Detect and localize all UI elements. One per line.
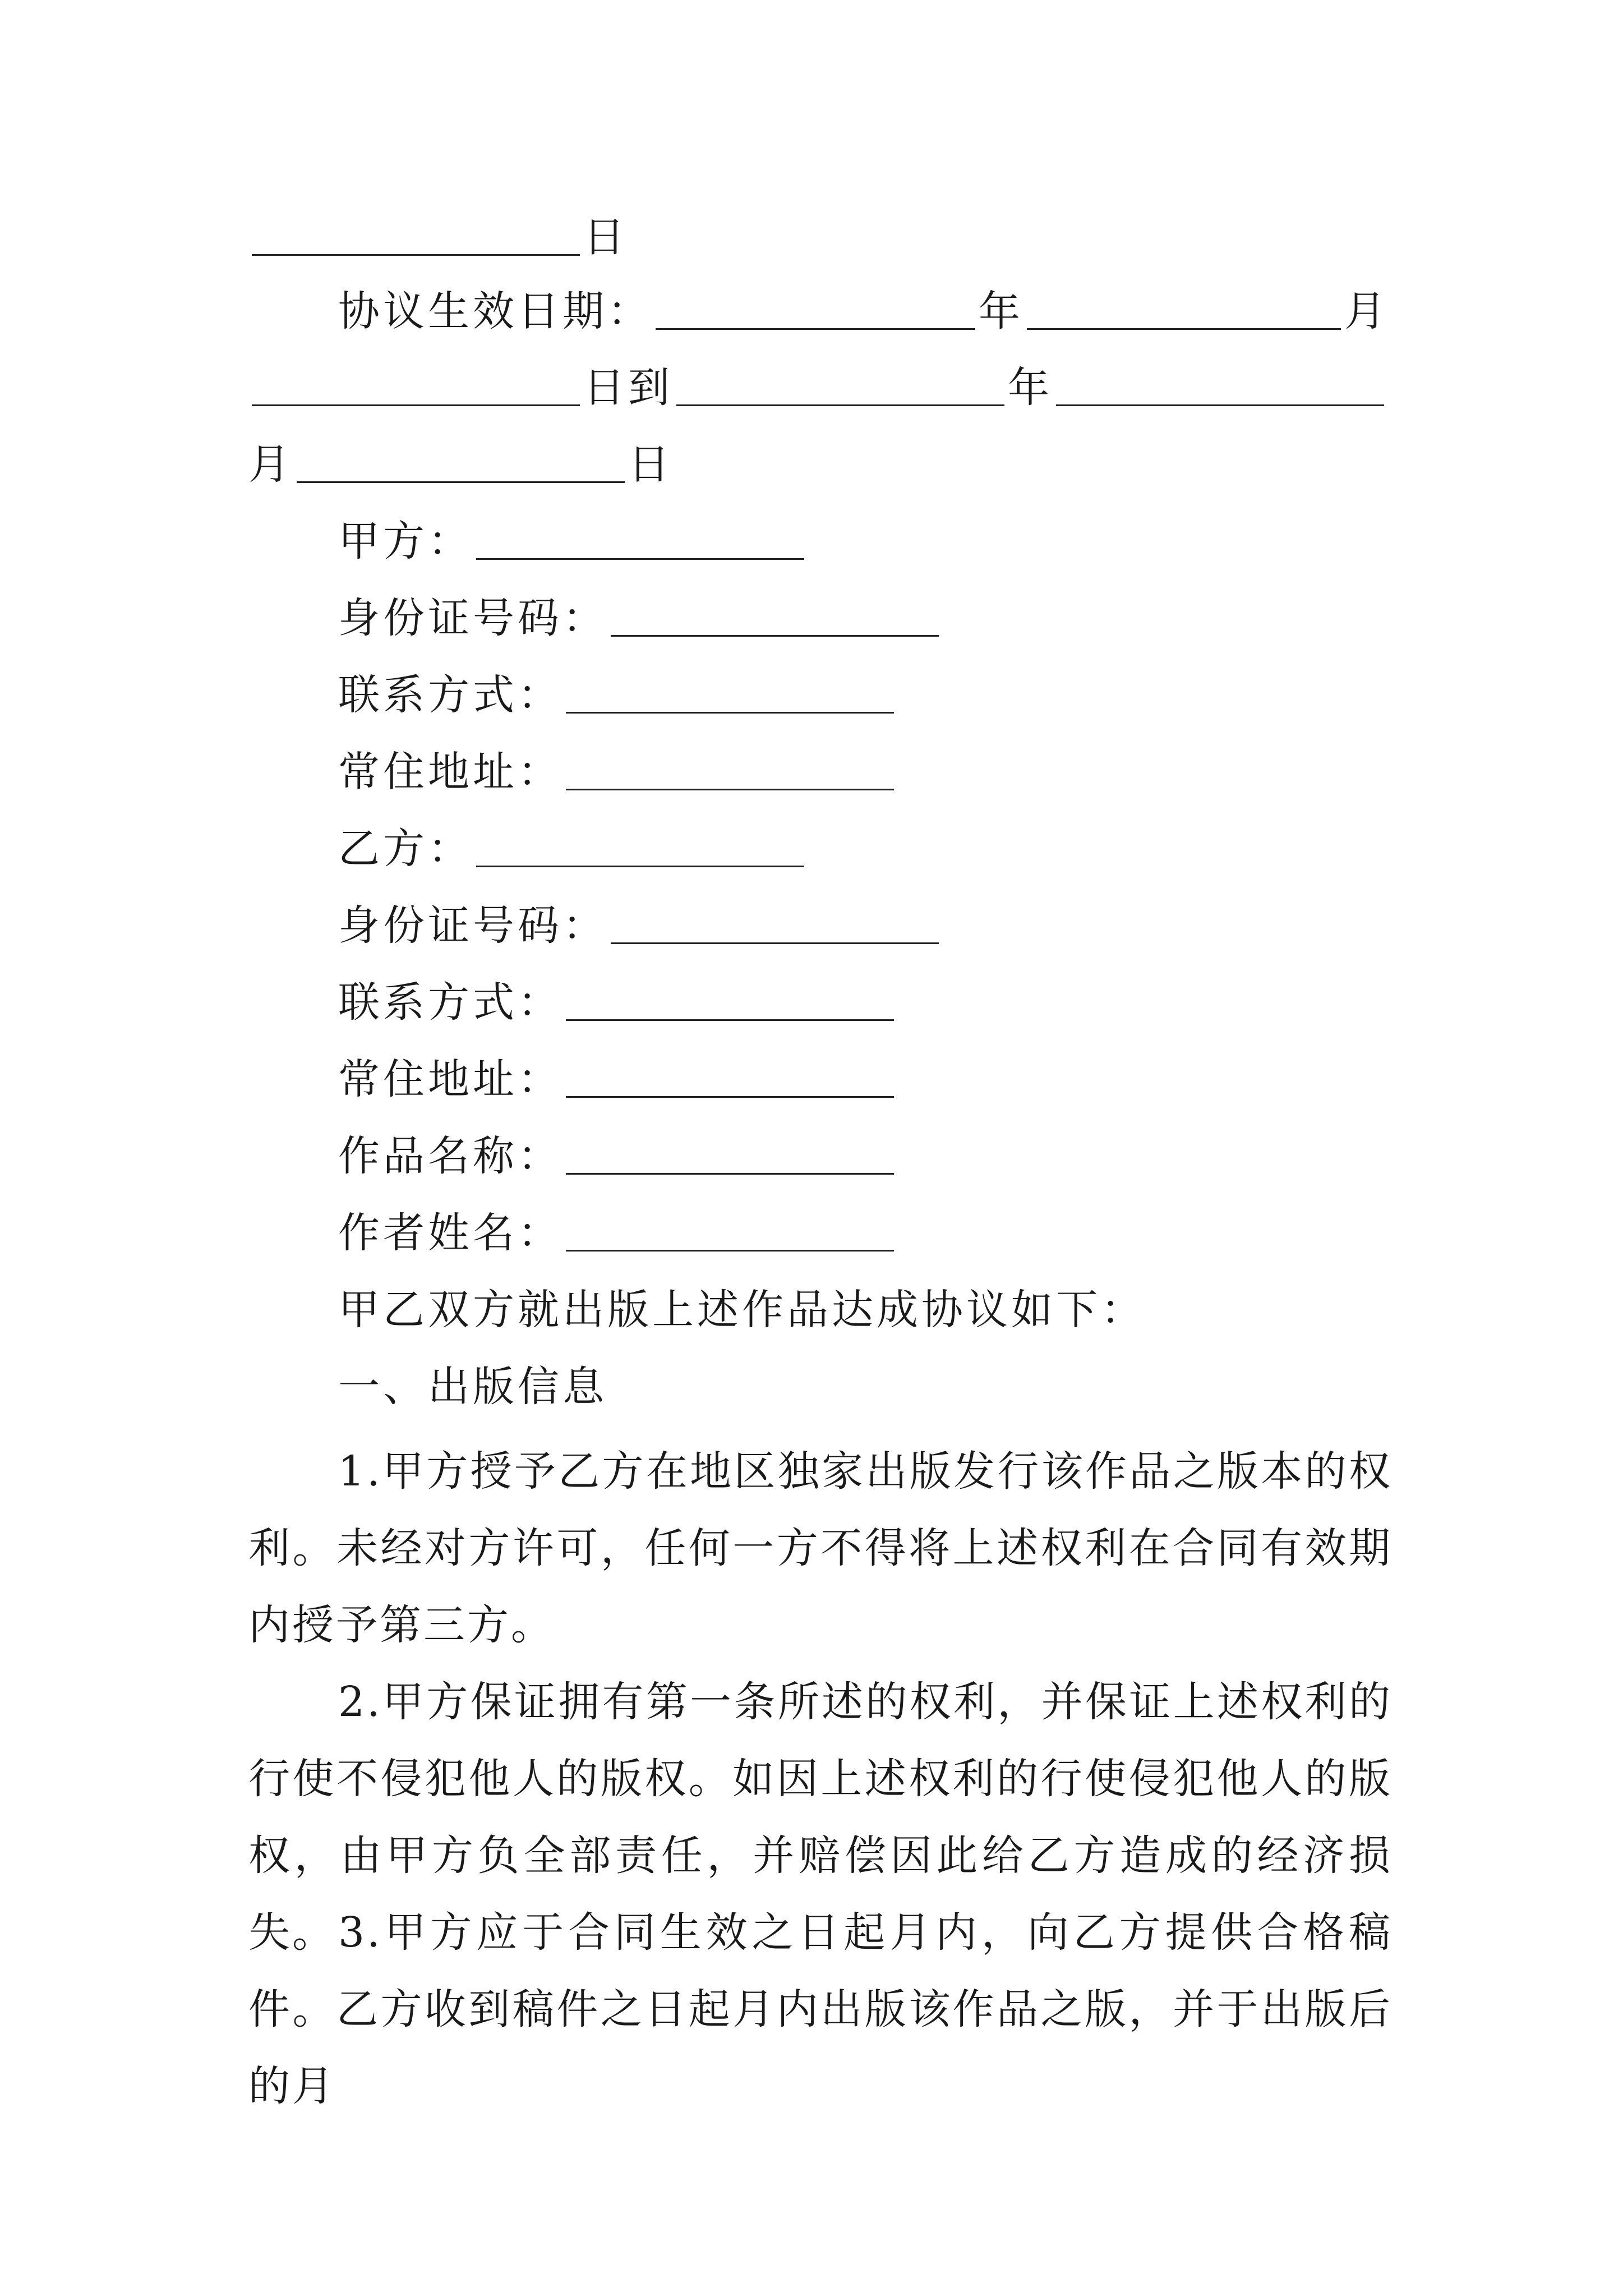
section-1-heading: 一、出版信息 (338, 1363, 607, 1411)
party-b-id-label: 身份证号码： (338, 901, 607, 950)
work-title-line (338, 1125, 1393, 1187)
clause-3-text: 3.甲方应于合同生效之日起月内，向乙方提供合格稿件。乙方收到稿件之日起月内出版该作品之版，并于出版后的月 (248, 1908, 1393, 2110)
party-b-line (338, 818, 1393, 880)
work-title-blank[interactable] (566, 1131, 894, 1175)
party-a-blank[interactable] (476, 516, 804, 560)
work-title-label: 作品名称： (338, 1132, 562, 1180)
intro-line (338, 1279, 1393, 1341)
party-b-blank[interactable] (476, 823, 804, 867)
effective-month-label: 月 (1344, 287, 1389, 335)
party-a-contact-label: 联系方式： (338, 671, 562, 719)
end-month-label: 月 (248, 440, 293, 489)
day-blank[interactable] (252, 212, 580, 256)
party-a-id-blank[interactable] (611, 593, 939, 637)
end-year-blank[interactable] (676, 362, 1004, 406)
effective-date-line-2 (248, 357, 1393, 418)
party-b-id-line (338, 895, 1393, 956)
clause-1 (248, 1433, 1393, 1664)
effective-date-label: 协议生效日期： (338, 287, 652, 335)
party-b-id-blank[interactable] (611, 900, 939, 944)
intro-text: 甲乙双方就出版上述作品达成协议如下： (338, 1286, 1146, 1334)
party-b-contact-blank[interactable] (566, 977, 894, 1021)
clause-2-text: 2.甲方保证拥有第一条所述的权利，并保证上述权利的行使不侵犯他人的版权。如因上述权利的行使侵犯他人的版权，由甲方负全部责任，并赔偿因此给乙方造成的经济损失。 (248, 1678, 1393, 1957)
effective-day-to-label: 日到 (583, 364, 673, 412)
effective-month-blank[interactable] (1027, 286, 1341, 330)
clause-3 (248, 1894, 1393, 2125)
party-b-address-line (338, 1048, 1393, 1110)
party-b-contact-label: 联系方式： (338, 978, 562, 1027)
effective-day-blank[interactable] (252, 362, 580, 406)
end-day-label: 日 (628, 440, 673, 489)
party-a-contact-line (338, 664, 1393, 726)
party-a-id-label: 身份证号码： (338, 594, 607, 642)
author-name-blank[interactable] (566, 1208, 894, 1251)
party-a-address-label: 常住地址： (338, 748, 562, 796)
party-a-line (338, 510, 1393, 572)
party-a-label: 甲方： (338, 517, 473, 565)
effective-date-line (338, 280, 1393, 342)
effective-year-label: 年 (979, 287, 1023, 335)
party-b-address-blank[interactable] (566, 1054, 894, 1098)
author-name-label: 作者姓名： (338, 1209, 562, 1257)
party-b-label: 乙方： (338, 825, 473, 873)
effective-date-line-3 (248, 434, 1393, 495)
party-a-address-blank[interactable] (566, 747, 894, 790)
party-a-id-line (338, 587, 1393, 649)
party-a-address-line (338, 741, 1393, 803)
section-heading-line (338, 1356, 1393, 1418)
party-a-contact-blank[interactable] (566, 670, 894, 714)
author-name-line (338, 1202, 1393, 1264)
day-label: 日 (583, 213, 628, 261)
effective-year-blank[interactable] (656, 286, 975, 330)
end-year-label: 年 (1008, 364, 1053, 412)
date-line-continuation (248, 206, 1393, 268)
end-day-blank[interactable] (297, 439, 625, 483)
party-b-address-label: 常住地址： (338, 1055, 562, 1103)
clause-1-text: 1.甲方授予乙方在地区独家出版发行该作品之版本的权利。未经对方许可，任何一方不得将上述权利在合同有效期内授予第三方。 (248, 1447, 1393, 1649)
end-month-blank[interactable] (1056, 362, 1384, 406)
party-b-contact-line (338, 972, 1393, 1033)
